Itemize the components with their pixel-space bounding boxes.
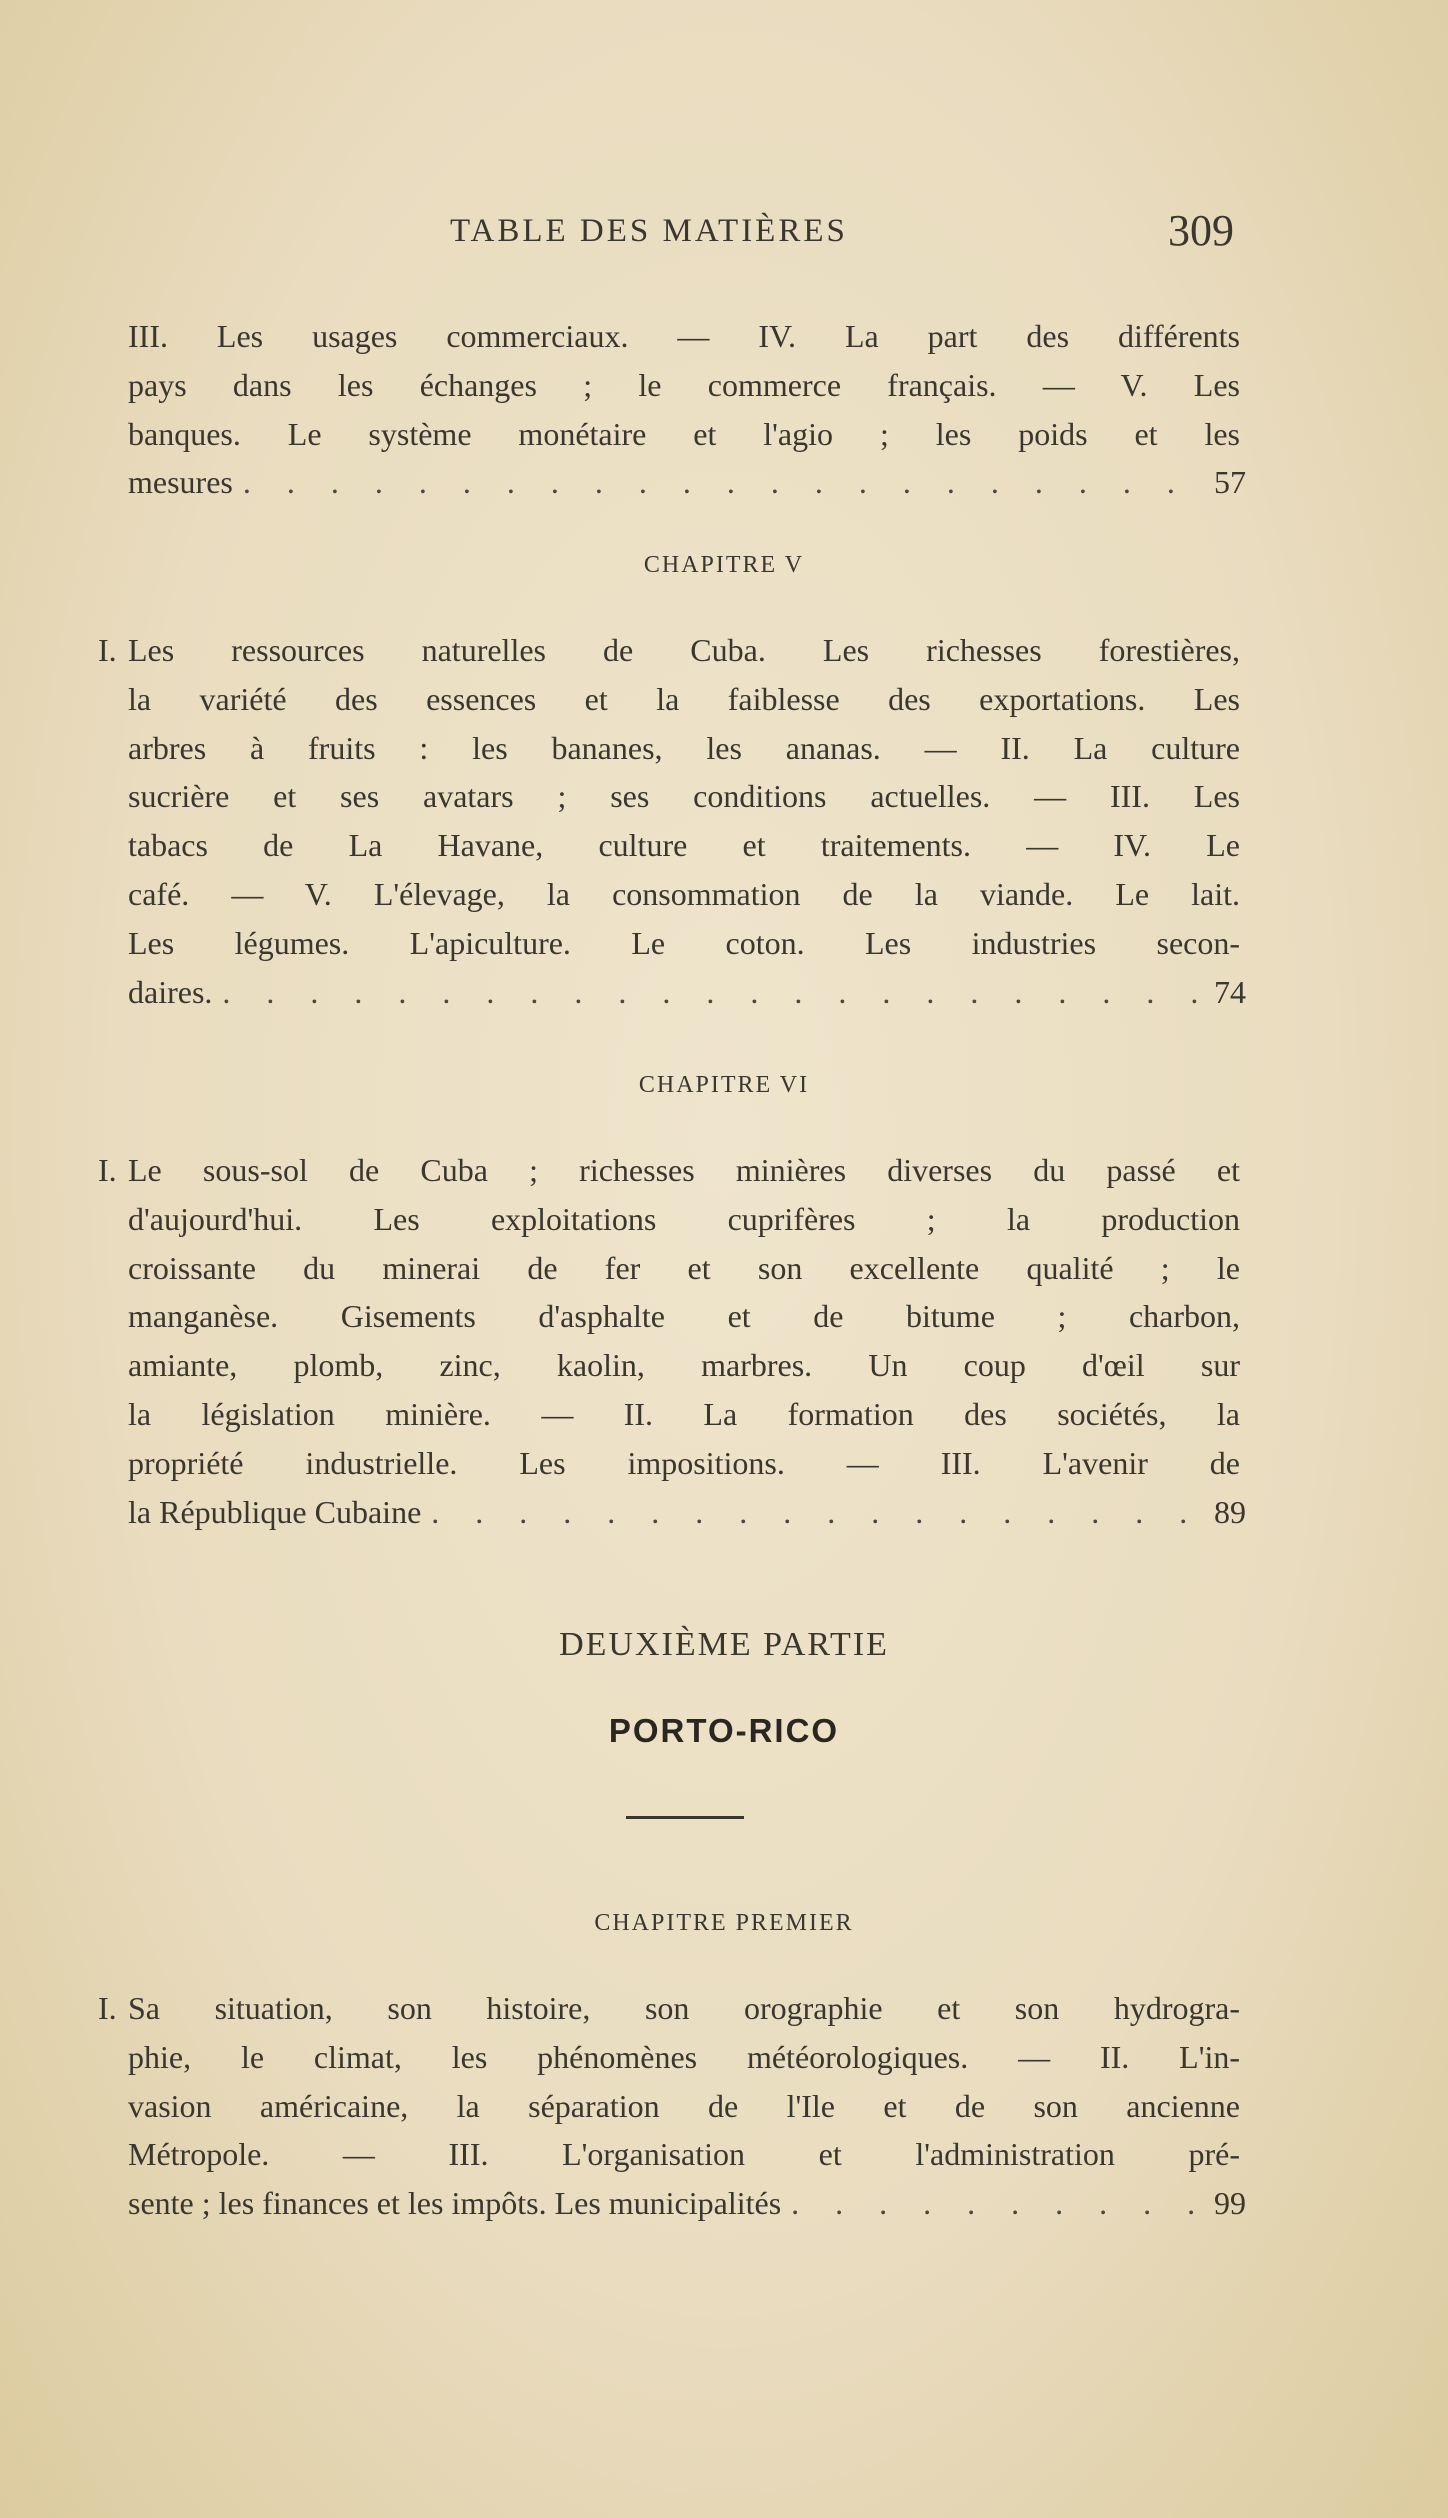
entry-last-line [128,458,1240,507]
dot-leader [233,458,1200,507]
chapter-heading: CHAPITRE VI [638,1072,810,1098]
entry-line: la législation minière. — II. La formation des sociétés, la [128,1395,1240,1432]
entry-line: banques. Le système monétaire et l'agio ; les poids et les [128,415,1240,452]
entry-last-line [128,2179,1240,2228]
entry-number: I. [98,632,117,668]
dot-leader [781,2179,1222,2228]
entry-line: la République Cubaine [128,1493,422,1530]
entry-line: d'aujourd'hui. Les exploitations cuprifères ; la production [128,1200,1240,1237]
chapter-heading: CHAPITRE PREMIER [594,1910,854,1936]
entry-line: manganèse. Gisements d'asphalte et de bitume ; charbon, [128,1298,1240,1335]
toc-entry-commerce [128,312,1246,507]
entry-page-number: 89 [1214,1494,1246,1530]
entry-line: Les légumes. L'apiculture. Le coton. Les industries secon- [128,924,1240,961]
running-title: TABLE DES MATIÈRES [450,213,848,249]
entry-line: vasion américaine, la séparation de l'Ile et de son ancienne [128,2087,1240,2124]
dot-leader [421,1488,1207,1537]
part-title: DEUXIÈME PARTIE [559,1626,889,1663]
toc-entry-chapter-1 [98,1984,1246,2228]
entry-number: I. [98,1990,117,2026]
entry-line: croissante du minerai de fer et son excellente qualité ; le [128,1249,1240,1286]
entry-last-line [128,968,1240,1017]
entry-line: III. Les usages commerciaux. — IV. La part des différents [128,318,1240,354]
entry-line: sucrière et ses avatars ; ses conditions actuelles. — III. Les [128,778,1240,815]
page-header [0,205,1448,265]
entry-page-number: 57 [1214,464,1246,500]
entry-line: tabacs de La Havane, culture et traitements. — IV. Le [128,827,1240,864]
entry-line: amiante, plomb, zinc, kaolin, marbres. Un coup d'œil sur [128,1347,1240,1384]
entry-line: Sa situation, son histoire, son orographie et son hydrogra- [128,1990,1240,2026]
entry-page-number: 74 [1214,974,1246,1010]
toc-entry-chapter-5 [98,626,1246,1016]
entry-line: sente ; les finances et les impôts. Les municipalités [128,2185,782,2222]
entry-line: la variété des essences et la faiblesse des exportations. Les [128,680,1240,717]
entry-line: propriété industrielle. Les impositions. — III. L'avenir de [128,1444,1240,1481]
entry-line: pays dans les échanges ; le commerce français. — V. Les [128,366,1240,403]
page-number: 309 [1168,206,1234,255]
entry-line: Métropole. — III. L'organisation et l'administration pré- [128,2136,1240,2173]
entry-line: arbres à fruits : les bananes, les ananas. — II. La culture [128,729,1240,766]
dot-leader [212,968,1199,1017]
entry-page-number: 99 [1214,2185,1246,2221]
toc-entry-chapter-6 [98,1146,1246,1536]
entry-line: daires. [128,973,213,1010]
entry-line: phie, le climat, les phénomènes météorologiques. — II. L'in- [128,2038,1240,2075]
section-rule [626,1816,744,1819]
entry-line: mesures [128,464,233,501]
entry-line: Les ressources naturelles de Cuba. Les richesses forestières, [128,632,1240,668]
chapter-heading: CHAPITRE V [643,552,805,578]
entry-last-line [128,1488,1240,1537]
entry-number: I. [98,1152,117,1188]
entry-line: Le sous-sol de Cuba ; richesses minières diverses du passé et [128,1152,1240,1188]
part-country: PORTO-RICO [608,1712,840,1749]
entry-line: café. — V. L'élevage, la consommation de la viande. Le lait. [128,875,1240,912]
